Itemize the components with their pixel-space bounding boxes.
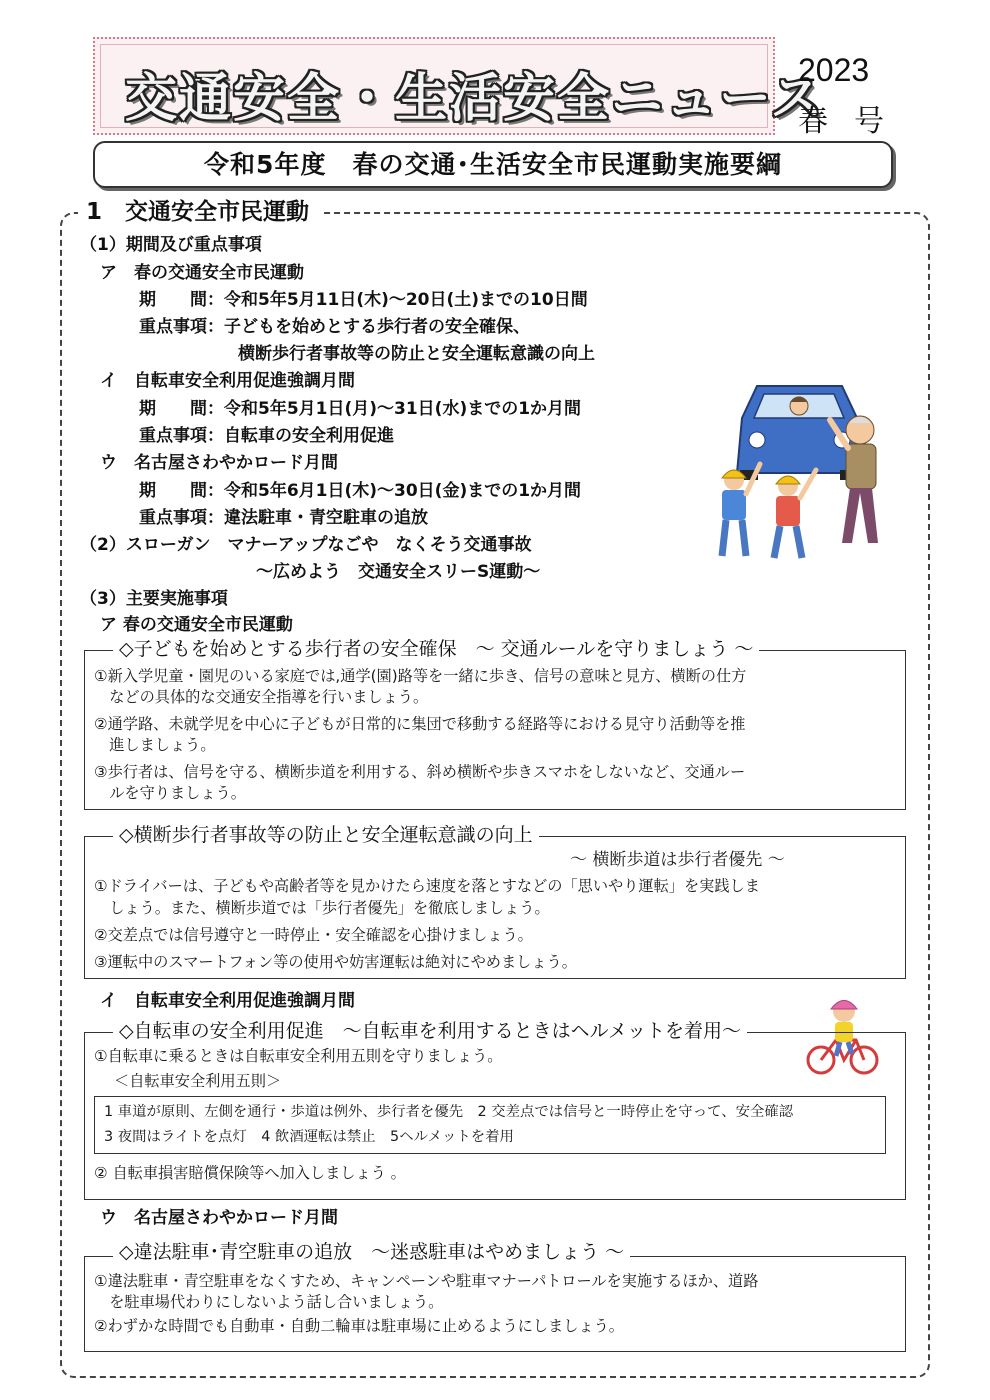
box1-line: などの具体的な交通安全指導を行いましょう。 bbox=[94, 688, 429, 706]
bicycle-safety-box-title: ◇自転車の安全利用促進 ～自転車を利用するときはヘルメットを着用～ bbox=[113, 1019, 747, 1043]
children-pedestrians-icon bbox=[722, 464, 816, 558]
traffic-safety-illustration bbox=[712, 378, 892, 563]
subsection-3-heading: （3）主要実施事項 bbox=[80, 589, 228, 609]
activity-u-heading: ウ 名古屋さわやかロード月間 bbox=[100, 1208, 338, 1228]
box4-line: ②わずかな時間でも自動車・自動二輪車は駐車場に止めるようにしましょう。 bbox=[94, 1317, 624, 1335]
box3-line: ①自転車に乗るときは自転車安全利用五則を守りましょう。 bbox=[94, 1047, 503, 1065]
driver-safety-box-title: ◇横断歩行者事故等の防止と安全運転意識の向上 bbox=[113, 823, 539, 847]
box2-line: しょう。また、横断歩道では「歩行者優先」を徹底しましょう。 bbox=[94, 899, 550, 917]
newsletter-title: 交通安全・生活安全ニュース bbox=[125, 69, 825, 129]
box2-line: ①ドライバーは、子どもや高齢者等を見かけたら速度を落とすなどの「思いやり運転」を実践しま bbox=[94, 877, 760, 895]
box1-line: ③歩行者は、信号を守る、横断歩道を利用する、斜め横断や歩きスマホをしないなど、交通ルー bbox=[94, 763, 746, 781]
subtitle-banner: 令和5年度 春の交通･生活安全市民運動実施要綱 bbox=[93, 141, 893, 188]
item-a-focus-cont: 横断歩行者事故等の防止と安全運転意識の向上 bbox=[238, 344, 595, 364]
item-u-focus: 重点事項：違法駐車・青空駐車の追放 bbox=[139, 508, 428, 528]
issue-season: 春号 bbox=[798, 104, 910, 139]
item-a-focus: 重点事項：子どもを始めとする歩行者の安全確保、 bbox=[139, 317, 530, 337]
item-u-heading: ウ 名古屋さわやかロード月間 bbox=[100, 453, 338, 473]
bicycle-rules-heading: ＜自転車安全利用五則＞ bbox=[114, 1072, 282, 1090]
slogan-line-2: ～広めよう 交通安全スリーS運動～ bbox=[256, 562, 541, 582]
box4-line: を駐車場代わりにしないよう話し合いましょう。 bbox=[94, 1293, 444, 1311]
box4-line: ①違法駐車・青空駐車をなくすため、キャンペーンや駐車マナーパトロールを実施するほか、道路 bbox=[94, 1272, 759, 1290]
pedestrian-safety-box-title: ◇子どもを始めとする歩行者の安全確保 ～ 交通ルールを守りましょう ～ bbox=[113, 637, 759, 661]
box2-line: ③運転中のスマートフォン等の使用や妨害運転は絶対にやめましょう。 bbox=[94, 953, 577, 971]
masthead bbox=[93, 37, 825, 135]
box2-line: ②交差点では信号遵守と一時停止・安全確認を心掛けましょう。 bbox=[94, 926, 533, 944]
item-i-focus: 重点事項：自転車の安全利用促進 bbox=[139, 426, 394, 446]
box1-line: 進しましょう。 bbox=[94, 736, 216, 754]
box1-line: ルを守りましょう。 bbox=[94, 784, 246, 802]
item-i-period: 期 間：令和5年5月1日(月)～31日(水)までの1か月間 bbox=[139, 399, 582, 419]
item-a-heading: ア 春の交通安全市民運動 bbox=[100, 263, 304, 283]
subsection-1-heading: （1）期間及び重点事項 bbox=[80, 235, 262, 255]
issue-year: 2023 bbox=[798, 52, 870, 88]
driver-safety-box-subtitle: ～ 横断歩道は歩行者優先 ～ bbox=[570, 850, 785, 870]
item-i-heading: イ 自転車安全利用促進強調月間 bbox=[100, 371, 355, 391]
slogan-line-1: （2）スローガン マナーアップなごや なくそう交通事故 bbox=[80, 535, 532, 555]
section-heading: 1 交通安全市民運動 bbox=[78, 196, 321, 228]
elderly-pedestrian-icon bbox=[830, 416, 878, 543]
car-icon bbox=[737, 386, 862, 480]
box1-line: ②通学路、未就学児を中心に子どもが日常的に集団で移動する経路等における見守り活動等を推 bbox=[94, 715, 746, 733]
box3-line: ② 自転車損害賠償保険等へ加入しましょう 。 bbox=[94, 1164, 406, 1182]
item-a-period: 期 間：令和5年5月11日(木)～20日(土)までの10日間 bbox=[139, 290, 588, 310]
parking-box-title: ◇違法駐車･青空駐車の追放 ～迷惑駐車はやめましょう ～ bbox=[113, 1240, 630, 1264]
activity-i-heading: イ 自転車安全利用促進強調月間 bbox=[100, 991, 355, 1011]
bicycle-rules-line: 3 夜間はライトを点灯 4 飲酒運転は禁止 5ヘルメットを着用 bbox=[104, 1129, 514, 1145]
box1-line: ①新入学児童・園児のいる家庭では,通学(園)路等を一緒に歩き、信号の意味と見方、横断の仕方 bbox=[94, 667, 747, 685]
activity-a-heading: ア 春の交通安全市民運動 bbox=[100, 615, 293, 635]
bicycle-rules-line: 1 車道が原則、左側を通行・歩道は例外、歩行者を優先 2 交差点では信号と一時停止を守って、安全確認 bbox=[104, 1104, 794, 1120]
item-u-period: 期 間：令和5年6月1日(木)～30日(金)までの1か月間 bbox=[139, 481, 582, 501]
